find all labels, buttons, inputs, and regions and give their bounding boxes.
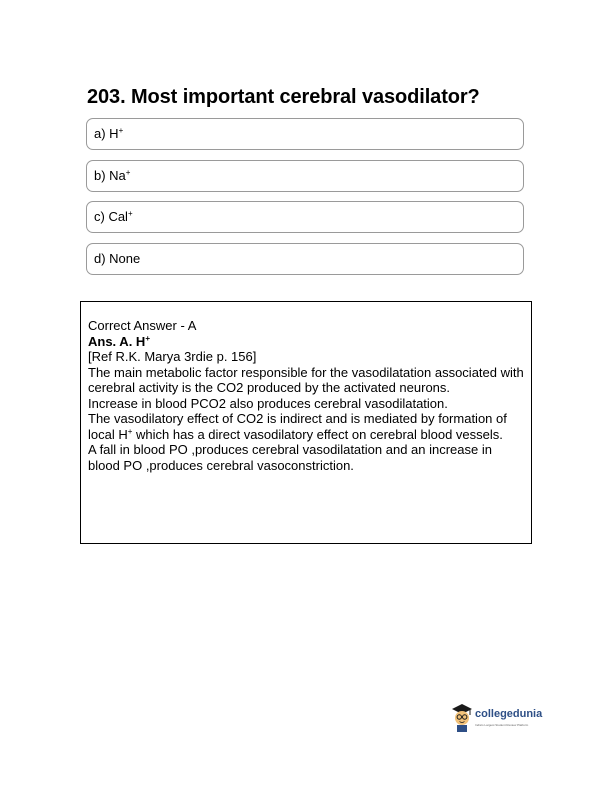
option-c[interactable]	[86, 201, 524, 233]
reference-line: [Ref R.K. Marya 3rdie p. 156]	[88, 349, 257, 364]
option-c-text: c) Cal	[94, 209, 128, 224]
answer-label-text: Ans. A. H	[88, 333, 146, 349]
option-a[interactable]	[86, 118, 524, 150]
explanation-paragraph-1: The main metabolic factor responsible for the vasodilatation associated with cerebral activity is the CO2 produced by the activated neurons.	[88, 364, 524, 395]
question-title: 203. Most important cerebral vasodilator?	[87, 86, 480, 108]
explanation-paragraph-3-superscript: +	[127, 426, 133, 436]
explanation-paragraph-2: Increase in blood PCO2 also produces cerebral vasodilatation.	[88, 395, 448, 411]
collegedunia-logo	[451, 702, 551, 738]
option-b-text: b) Na	[94, 168, 126, 183]
option-a-superscript: +	[118, 126, 124, 135]
answer-explanation-box	[80, 301, 532, 544]
option-d-text: d) None	[94, 251, 141, 266]
option-b-superscript: +	[125, 168, 131, 177]
option-d[interactable]	[86, 243, 524, 275]
answer-label	[88, 334, 525, 350]
option-c-superscript: +	[127, 209, 133, 218]
student-mascot-icon	[451, 702, 473, 732]
option-a-text: a) H	[94, 126, 119, 141]
explanation-paragraph-3-start: The vasodilatory effect of CO2 is indirect and is mediated by formation of local H	[88, 411, 507, 442]
explanation-paragraph-3-end: which has a direct vasodilatory effect on cerebral blood vessels.	[132, 426, 503, 442]
explanation-paragraph-3	[88, 411, 525, 442]
logo-tagline: India's Largest Student Review Platform	[475, 723, 529, 727]
correct-answer-line: Correct Answer - A	[88, 318, 197, 333]
option-b[interactable]	[86, 160, 524, 192]
answer-label-superscript: +	[145, 333, 150, 343]
logo-wordmark: collegedunia	[475, 708, 543, 720]
explanation-paragraph-4: A fall in blood PO ,produces cerebral vasodilatation and an increase in blood PO ,produces cerebral vasoconstriction.	[88, 442, 492, 473]
